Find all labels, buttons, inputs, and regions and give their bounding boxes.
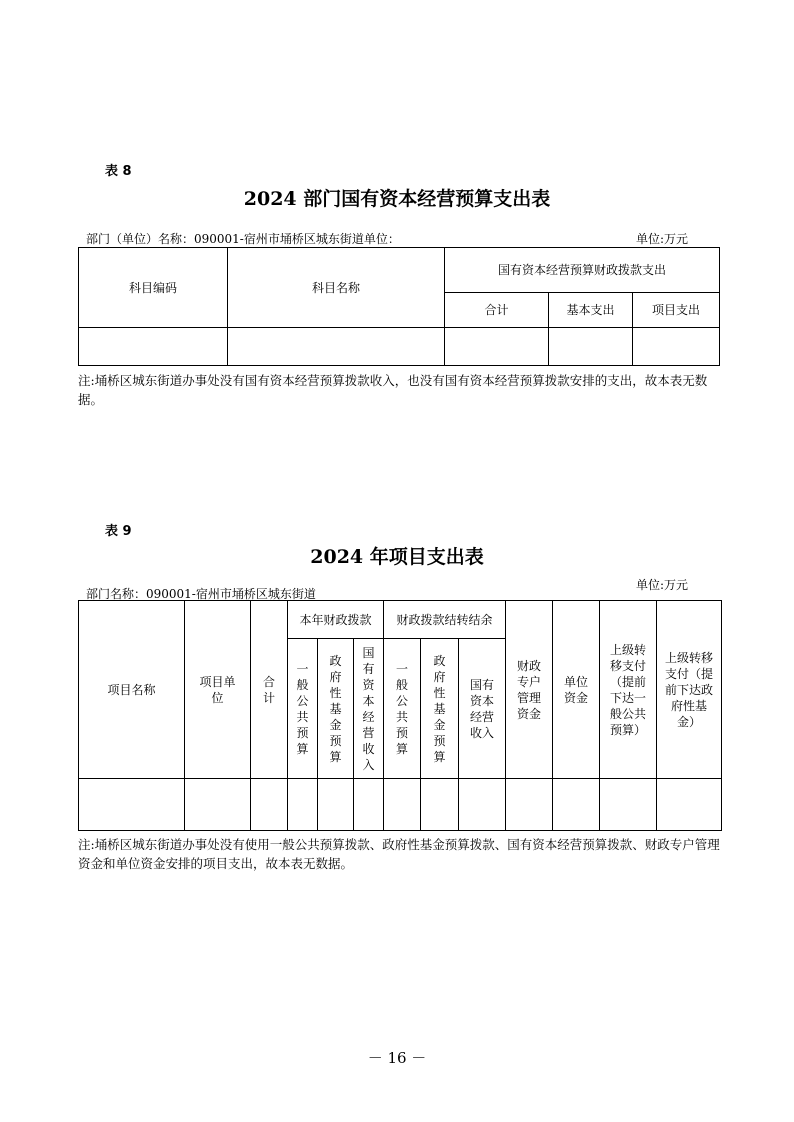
table9-dept: 部门名称：090001-宿州市埇桥区城东街道 [86,587,316,601]
table8-unit: 单位:万元 [636,232,689,246]
table8-header-project: 项目支出 [633,293,720,328]
table8-empty-row [79,328,720,366]
page-number: － 16 － [367,1049,427,1067]
table9-header-current-group: 本年财政拨款 [288,601,384,639]
table9-header-project-unit: 项目单位 [185,601,251,779]
table9-header-gen2: 一般公共预算 [384,639,421,779]
table9-header-superior-fund: 上级转移支付（提前下达政府性基金） [657,601,722,779]
table9-header-total: 合计 [251,601,288,779]
table8-header-group: 国有资本经营预算财政拨款支出 [445,248,720,293]
table9-header-superior-general: 上级转移支付（提前下达一般公共预算） [600,601,657,779]
table8-header-basic: 基本支出 [549,293,633,328]
table9-header-fund2: 政府性基金预算 [421,639,459,779]
table9-header-gov-fund: 政府性基金预算 [318,639,354,779]
table9-header-special-fund: 财政专户管理资金 [506,601,553,779]
table9-header-state-capital: 国有资本经营收入 [354,639,384,779]
table8-header-total: 合计 [445,293,549,328]
table8-label: 表 8 [105,164,132,179]
table8 [78,247,720,366]
table9-header-project-name: 项目名称 [79,601,185,779]
table8-dept: 部门（单位）名称：090001-宿州市埇桥区城东街道单位： [86,232,400,246]
table9-header-carry-group: 财政拨款结转结余 [384,601,506,639]
table9-header-state2: 国有资本经营收入 [459,639,506,779]
table9-title: 2024 年项目支出表 [310,546,484,568]
table9-note: 注:埇桥区城东街道办事处没有使用一般公共预算拨款、政府性基金预算拨款、国有资本经营预算拨款、财政专户管理资金和单位资金安排的项目支出，故本表无数据。 [78,837,720,871]
table8-title: 2024 部门国有资本经营预算支出表 [243,188,551,210]
table9-unit: 单位:万元 [636,578,689,592]
table8-header-name: 科目名称 [228,248,445,328]
table9-header-unit-fund: 单位资金 [553,601,600,779]
table8-header-code: 科目编码 [79,248,228,328]
table9 [78,600,722,831]
table9-header-general-budget: 一般公共预算 [288,639,318,779]
table9-label: 表 9 [105,524,132,539]
table9-empty-row [79,779,722,831]
table8-note: 注:埇桥区城东街道办事处没有国有资本经营预算拨款收入，也没有国有资本经营预算拨款安排的支出，故本表无数据。 [78,373,708,407]
